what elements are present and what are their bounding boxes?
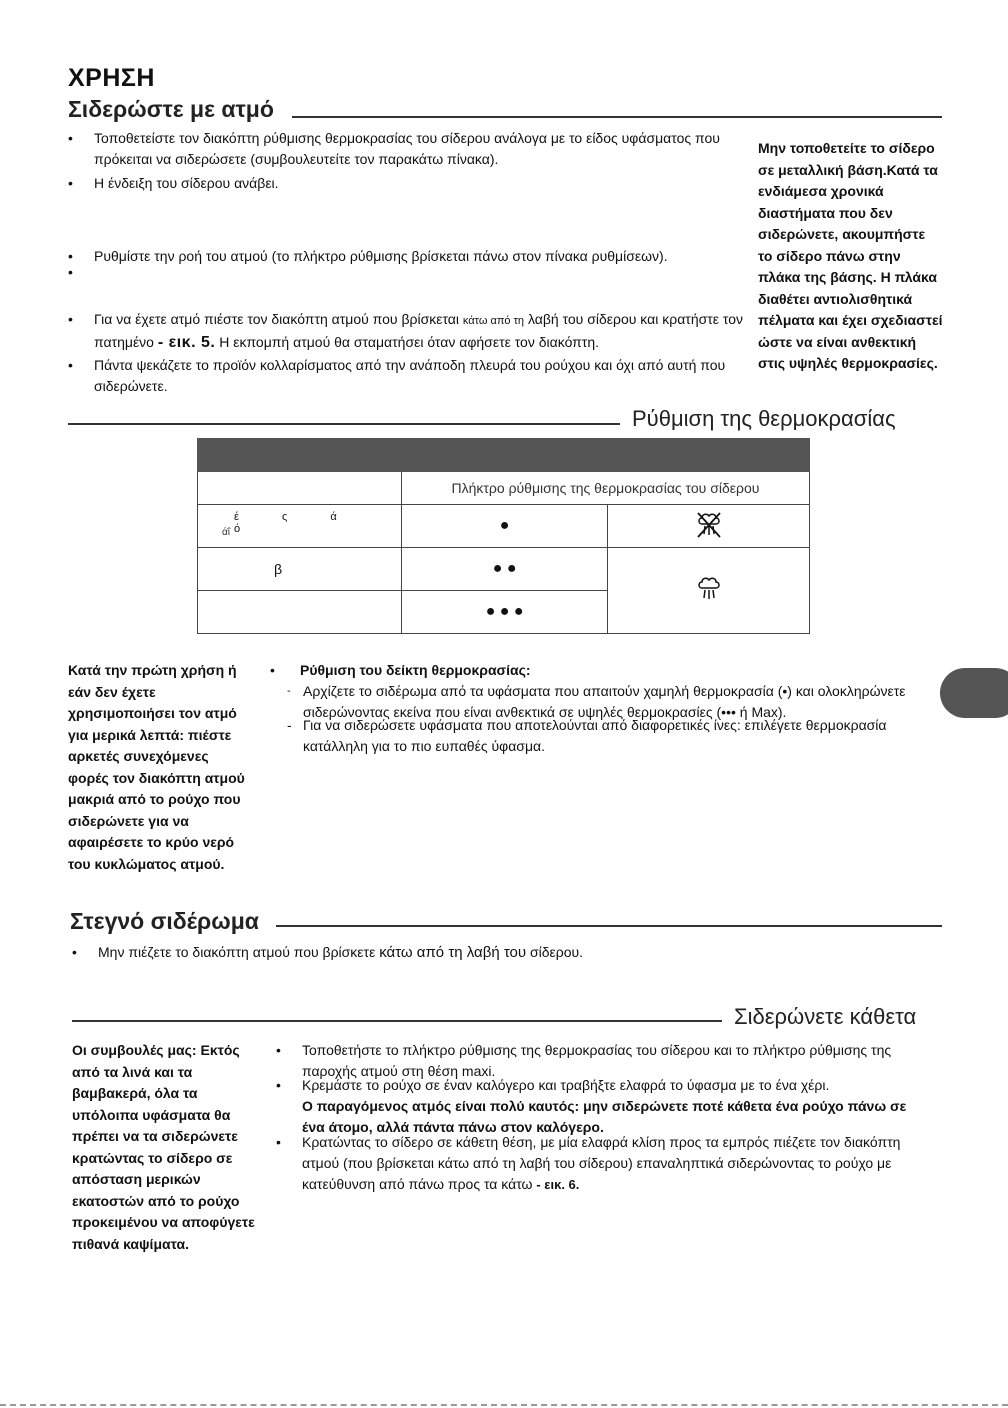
table-column-header: Πλήκτρο ρύθμισης της θερμοκρασίας του σίδερου (401, 472, 809, 505)
section-heading-vertical-ironing: Σιδερώνετε κάθετα (734, 1004, 917, 1029)
figure-reference: - εικ. 6. (536, 1177, 580, 1192)
page-tab-marker (940, 668, 1008, 718)
list-item: • Τοποθετείστε τον διακόπτη ρύθμισης θερμοκρασίας του σίδερου ανάλογα με το είδος υφάσματος που πρόκειται να σιδερώσετε (συμβουλευτείτε τον παρακάτω πίνακα). (68, 130, 720, 167)
table-row: έ ς ά ό άΐ ● (198, 505, 810, 548)
page-edge (0, 1404, 1008, 1406)
list-item: • Μην πιέζετε το διακόπτη ατμού που βρίσκετε κάτω από τη λαβή του σίδερου. (72, 944, 584, 961)
section-rule (292, 116, 942, 118)
temperature-dots: ● (401, 505, 607, 548)
side-note-right: Μην τοποθετείτε το σίδερο σε μεταλλική βάση.Κατά τα ενδιάμεσα χρονικά διαστήματα που δεν σιδερώνετε, ακουμπήστε το σίδερο πάνω στην πλάκα της βάσης. Η πλάκα διαθέτει αντιολισθητικά πέλματα και έχει σχεδιαστεί ώστε να είναι ανθεκτική στις υψηλές θερμοκρασίες. (758, 140, 943, 371)
no-steam-icon (608, 505, 810, 548)
list-item: • Για να έχετε ατμό πιέστε τον διακόπτη ατμού που βρίσκεται κάτω από τη λαβή του σίδερου και κρατήστε τον πατημένο - εικ. 5. Η εκπομπή ατμού θα σταματήσει όταν αφήσετε τον διακόπτη. (68, 311, 744, 351)
section-heading-temperature: Ρύθμιση της θερμοκρασίας (632, 406, 896, 431)
list-item: • Κρεμάστε το ρούχο σε έναν καλόγερο και τραβήξτε ελαφρά το ύφασμα με το ένα χέρι. Ο παραγόμενος ατμός είναι πολύ καυτός: μην σιδερώνετε ποτέ κάθετα ένα ρούχο πάνω σε ένα άτομο, αλλά πάντα πάνω στον καλόγερο. (276, 1077, 907, 1135)
temperature-table (197, 438, 810, 634)
table-row (198, 472, 810, 505)
table-header-bar (198, 439, 810, 472)
list-item: • Τοποθετήστε το πλήκτρο ρύθμισης της θερμοκρασίας του σίδερου και το πλήκτρο ρύθμισης της παροχής ατμού στη θέση maxi. (276, 1042, 892, 1079)
temperature-dots: ● ● ● (401, 591, 607, 634)
figure-reference: - εικ. 5. (157, 334, 216, 351)
table-row: β ● ● (198, 548, 810, 591)
page-title: ΧΡΗΣΗ (68, 64, 155, 92)
list-item: • Η ένδειξη του σίδερου ανάβει. (68, 175, 279, 191)
side-note-left-first-use: Κατά την πρώτη χρήση ή εάν δεν έχετε χρησιμοποιήσει τον ατμό για μερικά λεπτά: πιέστε αρκετές συνεχόμενες φορές τον διακόπτη ατμού μακριά από το ρούχο που σιδερώνετε για να αφαιρέσετε το κρύο νερό του κυκλώματος ατμού. (68, 662, 245, 872)
steam-icon (608, 548, 810, 634)
section-rule (72, 1020, 722, 1022)
list-item: - Για να σιδερώσετε υφάσματα που αποτελούνται από διαφορετικές ίνες: επιλέγετε θερμοκρασία κατάλληλη για το πιο ευπαθές ύφασμα. (287, 717, 887, 754)
list-item: • Ρύθμιση του δείκτη θερμοκρασίας: (270, 662, 531, 678)
section-heading-dry-ironing: Στεγνό σιδέρωμα (70, 908, 259, 934)
section-rule (276, 925, 942, 927)
list-item: • Κρατώντας το σίδερο σε κάθετη θέση, με μία ελαφρά κλίση προς τα εμπρός πιέζετε τον διακόπτη ατμού (που βρίσκεται κάτω από τη λαβή του σίδερου) επαναληπτικά σιδερώνοντας το ρούχο με κατεύθυνση από πάνω προς τα κάτω - εικ. 6. (276, 1134, 901, 1192)
list-item: - Αρχίζετε το σιδέρωμα από τα υφάσματα που απαιτούν χαμηλή θερμοκρασία (•) και ολοκληρώνετε σιδερώνοντας εκείνα που είναι ανθεκτικά σε υψηλές θερμοκρασίες (••• ή Max). (287, 683, 906, 720)
side-note-left-tips: Οι συμβουλές μας: Εκτός από τα λινά και τα βαμβακερά, όλα τα υπόλοιπα υφάσματα θα πρέπει να τα σιδερώνετε κρατώντας το σίδερο σε απόσταση μερικών εκατοστών από το ρούχο προκειμένου να αποφύγετε πιθανά καψίματα. (72, 1042, 255, 1252)
list-item: • Ρυθμίστε την ροή του ατμού (το πλήκτρο ρύθμισης βρίσκεται πάνω στον πίνακα ρυθμίσεων). (68, 248, 668, 264)
list-item: • Πάντα ψεκάζετε το προϊόν κολλαρίσματος από την ανάποδη πλευρά του ρούχου και όχι από αυτή που σιδερώνετε. (68, 357, 726, 394)
section-rule (68, 423, 620, 425)
temperature-dots: ● ● (401, 548, 607, 591)
section-heading-steam: Σιδερώστε με ατμό (68, 96, 274, 122)
